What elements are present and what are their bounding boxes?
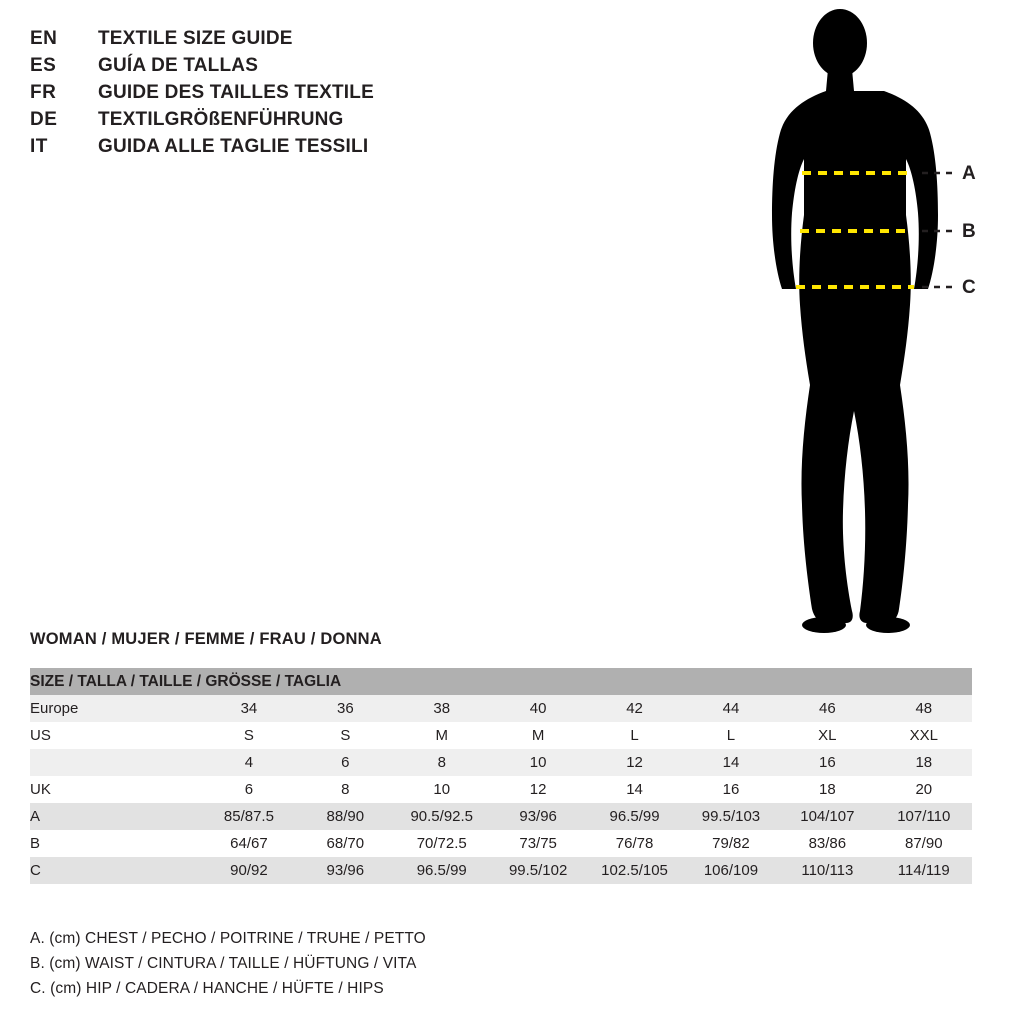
cell: S xyxy=(340,727,351,744)
cell: 10 xyxy=(433,781,451,798)
row-label: UK xyxy=(30,781,51,798)
table-row xyxy=(30,749,972,776)
table-header-label: SIZE / TALLA / TAILLE / GRÖSSE / TAGLIA xyxy=(30,672,342,690)
cell: 4 xyxy=(244,754,254,771)
cell: 8 xyxy=(437,754,446,771)
cell: 34 xyxy=(240,700,258,717)
cell: 87/90 xyxy=(905,835,943,852)
table-header-row xyxy=(30,668,972,695)
cell: 16 xyxy=(722,781,740,798)
cell: M xyxy=(435,727,448,744)
row-label xyxy=(30,749,201,776)
size-table xyxy=(30,668,972,884)
cell: 99.5/103 xyxy=(701,808,761,825)
title-text: GUIDA ALLE TAGLIE TESSILI xyxy=(98,136,369,157)
title-block xyxy=(30,28,590,163)
cell: 96.5/99 xyxy=(609,808,660,825)
title-text: GUIDE DES TAILLES TEXTILE xyxy=(98,82,374,103)
cell: 110/113 xyxy=(801,862,854,879)
legend-item-b: B. (cm) WAIST / CINTURA / TAILLE / HÜFTUNG / VITA xyxy=(30,955,417,972)
language-code: EN xyxy=(30,28,58,49)
row-label: US xyxy=(30,727,51,744)
legend-item-c: C. (cm) HIP / CADERA / HANCHE / HÜFTE / HIPS xyxy=(30,980,384,997)
cell: 68/70 xyxy=(326,835,365,852)
cell: 79/82 xyxy=(712,835,750,852)
cell: 104/107 xyxy=(800,808,855,825)
cell: 40 xyxy=(529,700,547,717)
title-row xyxy=(30,136,590,163)
row-label: Europe xyxy=(30,700,79,717)
language-code: IT xyxy=(30,136,48,157)
cell: 76/78 xyxy=(615,835,654,852)
female-silhouette-icon xyxy=(700,5,1020,645)
cell: 42 xyxy=(626,700,643,717)
table-section-label: WOMAN / MUJER / FEMME / FRAU / DONNA xyxy=(30,630,382,648)
cell: L xyxy=(630,727,639,744)
cell: 14 xyxy=(722,754,740,771)
cell: 44 xyxy=(722,700,740,717)
cell: 12 xyxy=(529,781,547,798)
table-row xyxy=(30,776,972,803)
cell: 18 xyxy=(915,754,933,771)
language-code: ES xyxy=(30,55,57,76)
title-row xyxy=(30,109,590,136)
cell: 18 xyxy=(819,781,836,798)
title-text: TEXTILE SIZE GUIDE xyxy=(98,28,293,49)
cell: 106/109 xyxy=(703,862,759,879)
title-row xyxy=(30,55,590,82)
language-code: DE xyxy=(30,109,58,130)
table-row xyxy=(30,857,972,884)
cell: XXL xyxy=(909,727,938,744)
cell: 93/96 xyxy=(326,862,365,879)
cell: 14 xyxy=(626,781,643,798)
measurement-figure xyxy=(700,5,1020,645)
legend-item-a: A. (cm) CHEST / PECHO / POITRINE / TRUHE / PETTO xyxy=(30,930,426,947)
title-text: TEXTILGRÖßENFÜHRUNG xyxy=(98,109,344,130)
table-row xyxy=(30,830,972,857)
row-label: A xyxy=(30,808,41,825)
cell: XL xyxy=(818,727,837,744)
cell: 38 xyxy=(433,700,451,717)
cell: 96.5/99 xyxy=(416,862,467,879)
cell: 46 xyxy=(819,700,836,717)
cell: 107/110 xyxy=(897,808,951,825)
cell: L xyxy=(726,727,736,744)
cell: 10 xyxy=(529,754,547,771)
language-code: FR xyxy=(30,82,57,103)
cell: 64/67 xyxy=(230,835,268,852)
cell: 88/90 xyxy=(326,808,365,825)
cell: 48 xyxy=(915,700,933,717)
cell: 6 xyxy=(244,781,254,798)
row-label: B xyxy=(30,835,41,852)
cell: 8 xyxy=(341,781,350,798)
cell: 73/75 xyxy=(519,835,557,852)
cell: 93/96 xyxy=(519,808,557,825)
cell: 83/86 xyxy=(808,835,847,852)
marker-label-c: C xyxy=(962,277,976,298)
legend xyxy=(30,930,426,1005)
cell: 102.5/105 xyxy=(601,862,668,879)
cell: 6 xyxy=(341,754,350,771)
table-row xyxy=(30,803,972,830)
row-label: C xyxy=(30,862,41,879)
table-row xyxy=(30,722,972,749)
cell: 36 xyxy=(336,700,354,717)
title-row xyxy=(30,28,590,55)
cell: 90/92 xyxy=(230,862,268,879)
cell: 90.5/92.5 xyxy=(410,808,474,825)
marker-label-b: B xyxy=(962,221,976,242)
cell: 114/119 xyxy=(897,862,950,879)
title-text: GUÍA DE TALLAS xyxy=(98,55,259,76)
cell: 20 xyxy=(915,781,933,798)
title-row xyxy=(30,82,590,109)
cell: S xyxy=(243,727,254,744)
marker-label-a: A xyxy=(962,163,976,184)
cell: 70/72.5 xyxy=(416,835,467,852)
cell: 16 xyxy=(819,754,836,771)
cell: 12 xyxy=(626,754,643,771)
table-row xyxy=(30,695,972,722)
cell: M xyxy=(531,727,545,744)
cell: 85/87.5 xyxy=(223,808,274,825)
cell: 99.5/102 xyxy=(508,862,568,879)
